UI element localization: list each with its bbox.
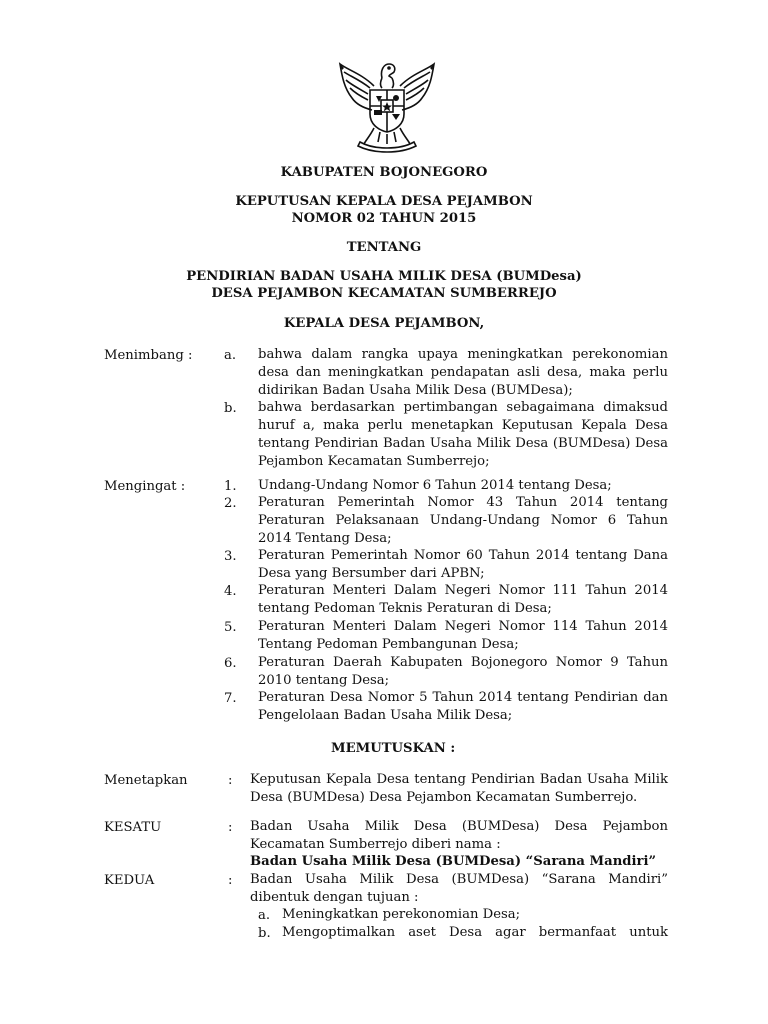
subject-line-2: DESA PEJAMBON KECAMATAN SUMBERREJO xyxy=(211,286,557,301)
decree-number: NOMOR 02 TAHUN 2015 xyxy=(291,211,477,226)
list-item: Peraturan Desa Nomor 5 Tahun 2014 tentang Pendirian dan Pengelolaan Badan Usaha Milik Desa; xyxy=(258,690,668,723)
kesatu-colon: : xyxy=(228,820,233,835)
list-item: Meningkatkan perekonomian Desa; xyxy=(282,907,521,922)
list-item-mark: 2. xyxy=(224,496,237,511)
list-item: bahwa berdasarkan pertimbangan sebagaimana dimaksud huruf a, maka perlu menetapkan Keputusan Kepala Desa tentang Pendirian Badan Usaha Milik Desa (BUMDesa) Desa Pejambon Kecamatan Sumberrejo; xyxy=(258,400,668,469)
list-item: Peraturan Menteri Dalam Negeri Nomor 111 Tahun 2014 tentang Pedoman Teknis Peraturan di Desa; xyxy=(258,583,668,616)
list-item: Peraturan Menteri Dalam Negeri Nomor 114 Tahun 2014 Tentang Pedoman Pembangunan Desa; xyxy=(258,619,668,652)
list-item-mark: 6. xyxy=(224,656,237,671)
decree-title: KEPUTUSAN KEPALA DESA PEJAMBON xyxy=(235,194,533,209)
list-item: Mengoptimalkan aset Desa agar bermanfaat untuk xyxy=(282,925,668,940)
list-item-mark: b. xyxy=(258,926,271,941)
list-item: Peraturan Daerah Kabupaten Bojonegoro Nomor 9 Tahun 2010 tentang Desa; xyxy=(258,655,668,688)
about-heading: TENTANG xyxy=(346,240,422,255)
list-item-mark: 7. xyxy=(224,691,237,706)
issuer-heading: KEPALA DESA PEJAMBON, xyxy=(283,316,485,331)
decision-heading: MEMUTUSKAN : xyxy=(331,741,456,756)
kesatu-label: KESATU xyxy=(104,820,162,835)
menetapkan-label: Menetapkan xyxy=(104,773,188,788)
kedua-text: Badan Usaha Milik Desa (BUMDesa) “Sarana Mandiri” dibentuk dengan tujuan : xyxy=(250,872,668,905)
list-item: Undang-Undang Nomor 6 Tahun 2014 tentang Desa; xyxy=(258,478,612,493)
list-item-mark: 1. xyxy=(224,479,237,494)
menetapkan-text: Keputusan Kepala Desa tentang Pendirian Badan Usaha Milik Desa (BUMDesa) Desa Pejambon Kecamatan Sumberrejo. xyxy=(250,772,668,805)
list-item-mark: b. xyxy=(224,401,237,416)
menetapkan-colon: : xyxy=(228,773,233,788)
list-item-mark: 5. xyxy=(224,620,237,635)
list-item: Peraturan Pemerintah Nomor 43 Tahun 2014 tentang Peraturan Pelaksanaan Undang-Undang Nomor 6 Tahun 2014 Tentang Desa; xyxy=(258,495,668,546)
list-item-mark: a. xyxy=(224,348,237,363)
kedua-label: KEDUA xyxy=(104,873,155,888)
garuda-pancasila-emblem-icon xyxy=(334,56,440,154)
mengingat-label: Mengingat : xyxy=(104,479,186,494)
list-item: Peraturan Pemerintah Nomor 60 Tahun 2014 tentang Dana Desa yang Bersumber dari APBN; xyxy=(258,548,668,581)
kedua-colon: : xyxy=(228,873,233,888)
list-item-mark: 4. xyxy=(224,584,237,599)
list-item-mark: 3. xyxy=(224,549,237,564)
kesatu-text: Badan Usaha Milik Desa (BUMDesa) Desa Pejambon Kecamatan Sumberrejo diberi nama : xyxy=(250,819,668,852)
list-item: bahwa dalam rangka upaya meningkatkan perekonomian desa dan meningkatkan pendapatan asli desa, maka perlu didirikan Badan Usaha Milik Desa (BUMDesa); xyxy=(258,347,668,398)
menimbang-label: Menimbang : xyxy=(104,348,193,363)
bumdesa-name: Badan Usaha Milik Desa (BUMDesa) “Sarana Mandiri” xyxy=(250,854,657,869)
regency-title: KABUPATEN BOJONEGORO xyxy=(280,165,488,180)
subject-line-1: PENDIRIAN BADAN USAHA MILIK DESA (BUMDesa) xyxy=(186,269,582,284)
list-item-mark: a. xyxy=(258,908,271,923)
